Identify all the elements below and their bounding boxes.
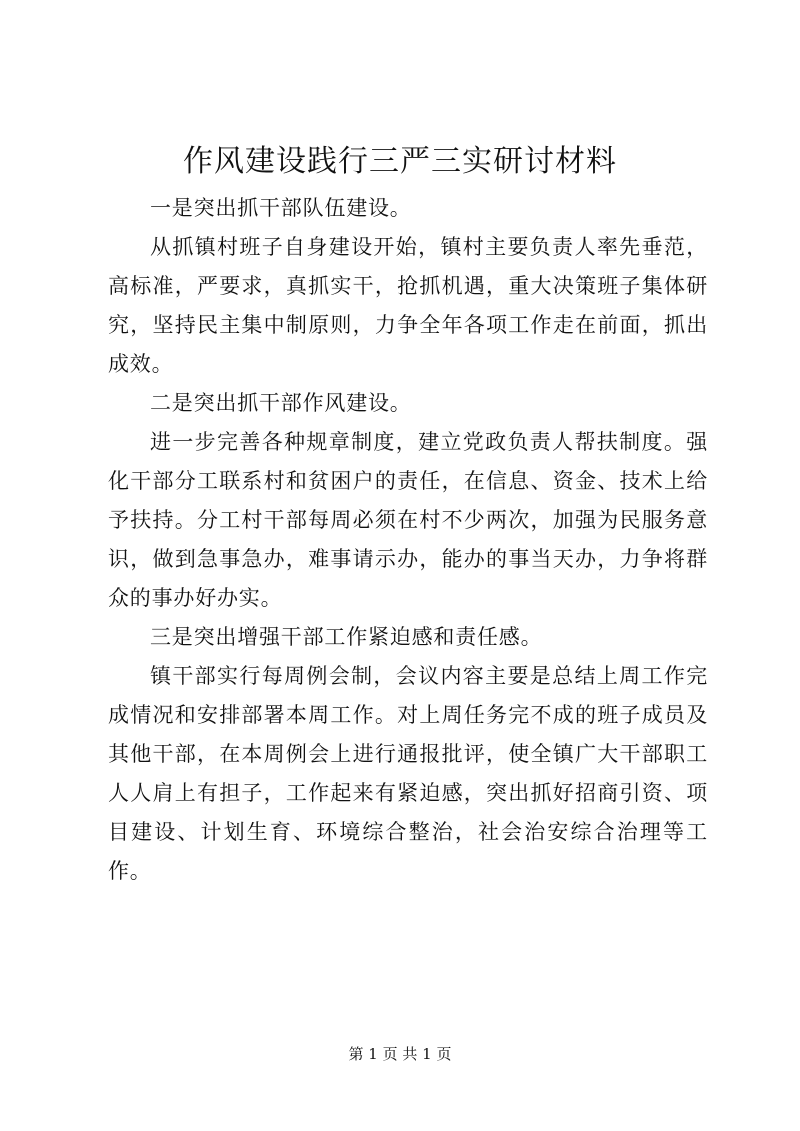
page-footer: 第 1 页 共 1 页: [348, 1045, 452, 1063]
section-body-3: 镇干部实行每周例会制，会议内容主要是总结上周工作完成情况和安排部署本周工作。对上周任务完不成的班子成员及其他干部，在本周例会上进行通报批评，使全镇广大干部职工人人肩上有担子，工作起来有紧迫感，突出抓好招商引资、项目建设、计划生育、环境综合整治，社会治安综合治理等工作。: [108, 664, 708, 883]
section-body-1: 从抓镇村班子自身建设开始，镇村主要负责人率先垂范，高标准，严要求，真抓实干，抢抓机遇，重大决策班子集体研究，坚持民主集中制原则，力争全年各项工作走在前面，抓出成效。: [108, 235, 708, 376]
document-title: 作风建设践行三严三实研讨材料: [183, 144, 617, 179]
section-heading-1: 一是突出抓干部队伍建设。: [150, 196, 412, 220]
section-heading-3: 三是突出增强干部工作紧迫感和责任感。: [150, 625, 543, 649]
section-heading-2: 二是突出抓干部作风建设。: [150, 391, 412, 415]
document-body: [108, 189, 708, 891]
section-body-2: 进一步完善各种规章制度，建立党政负责人帮扶制度。强化干部分工联系村和贫困户的责任，在信息、资金、技术上给予扶持。分工村干部每周必须在村不少两次，加强为民服务意识，做到急事急办，难事请示办，能办的事当天办，力争将群众的事办好办实。: [108, 430, 708, 610]
